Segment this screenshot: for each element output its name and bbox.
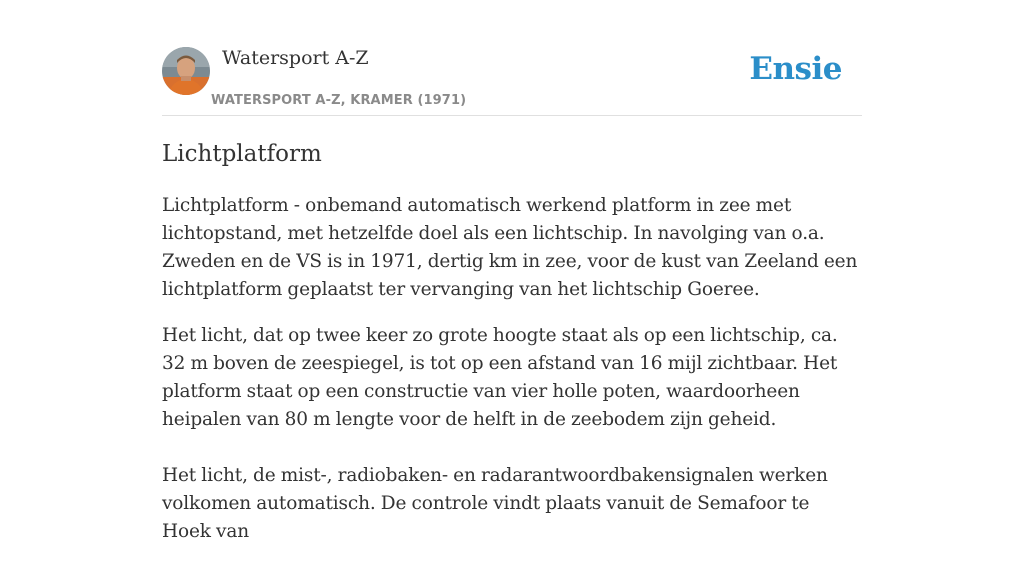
ensie-logo-link[interactable]: Ensie — [749, 51, 842, 87]
source-avatar[interactable] — [162, 47, 210, 95]
entry-paragraph-3: Het licht, de mist-, radiobaken- en radarantwoordbakensignalen werken volkomen automatisch. De controle vindt plaats vanuit de Semafoor te Hoek van — [162, 465, 828, 542]
entry-title: Lichtplatform — [162, 141, 322, 167]
source-subtitle[interactable]: WATERSPORT A-Z, KRAMER (1971) — [211, 93, 467, 108]
entry-content — [162, 138, 862, 564]
source-title[interactable]: Watersport A-Z — [222, 47, 369, 69]
entry-paragraph-2: Het licht, dat op twee keer zo grote hoogte staat als op een lichtschip, ca. 32 m boven de zeespiegel, is tot op een afstand van 16 mijl zichtbaar. Het platform staat op een constructie van vier holle poten, waardoorheen heipalen van 80 m lengte voor de helft in de zeebodem zijn geheid. — [162, 325, 838, 430]
source-header — [162, 0, 862, 116]
entry-paragraph-1: Lichtplatform - onbemand automatisch werkend platform in zee met lichtopstand, met hetzelfde doel als een lichtschip. In navolging van o.a. Zweden en de VS is in 1971, dertig km in zee, voor de kust van Zeeland een lichtplatform geplaatst ter vervanging van het lichtschip Goeree. — [162, 195, 858, 300]
